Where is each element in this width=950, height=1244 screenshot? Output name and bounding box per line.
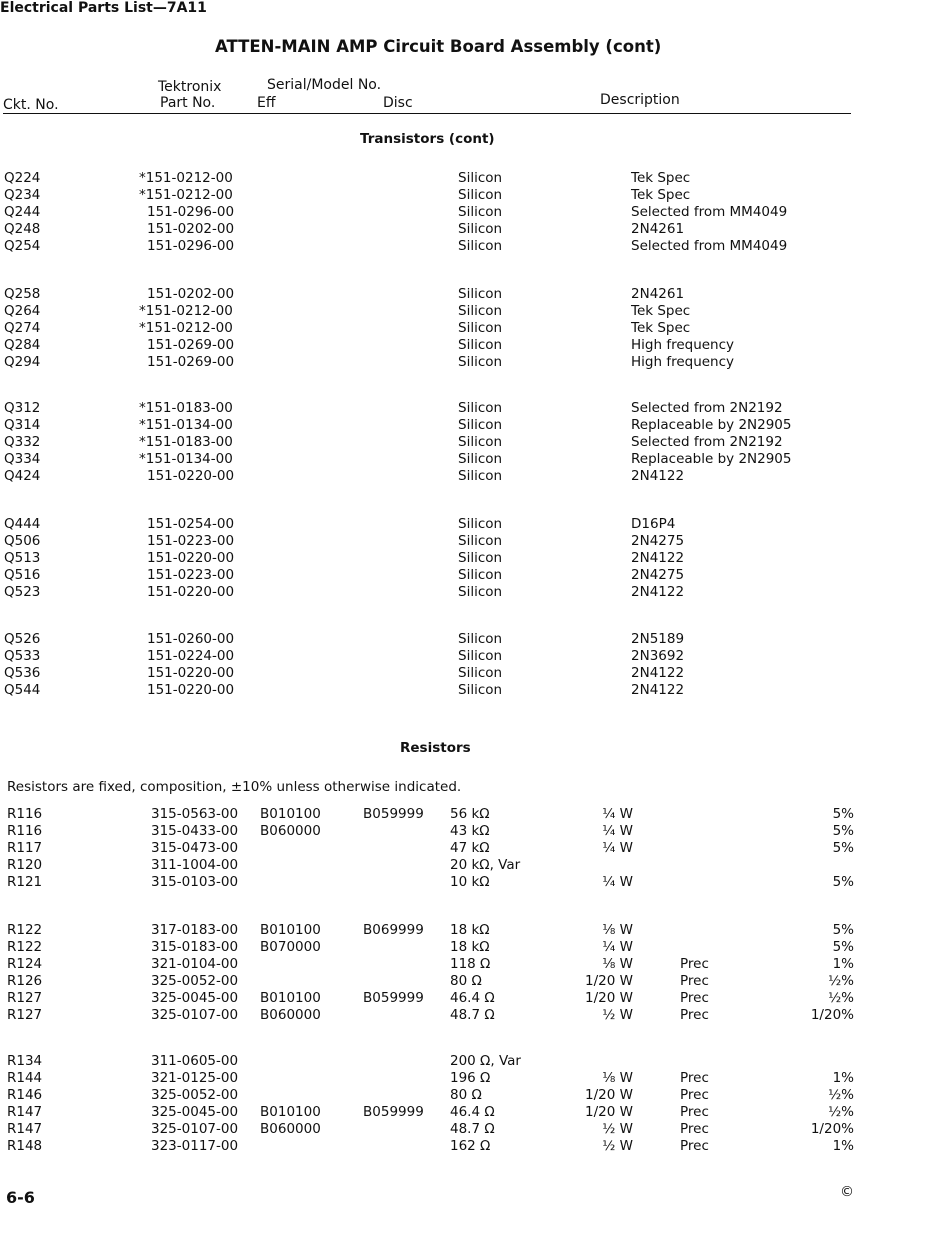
tolerance: 5% [832,806,854,822]
description: High frequency [631,354,735,370]
ckt-no: Q544 [4,682,41,698]
description: Replaceable by 2N2905 [631,417,792,433]
ckt-no: Q314 [4,417,41,433]
resistors-note: Resistors are fixed, composition, ±10% unless otherwise indicated. [7,779,462,795]
power-rating: ¼ W [602,939,633,955]
ckt-no: R127 [7,990,43,1006]
table-row [0,823,950,840]
power-rating: ¼ W [602,823,633,839]
type: Silicon [458,320,503,336]
serial-disc: B059999 [363,990,424,1006]
table-row [0,1070,950,1087]
ckt-no: Q258 [4,286,41,302]
resistance-value: 18 kΩ [450,922,490,938]
part-no: 151-0269-00 [147,354,235,370]
ckt-no: R148 [7,1138,43,1154]
table-row [0,857,950,874]
part-no: 151-0220-00 [147,468,235,484]
ckt-no: Q312 [4,400,41,416]
description: Selected from MM4049 [631,238,788,254]
resistance-value: 46.4 Ω [450,1104,495,1120]
ckt-no: Q513 [4,550,41,566]
running-header: Electrical Parts List—7A11 [0,0,207,16]
part-no: 151-0223-00 [147,533,235,549]
type: Silicon [458,468,503,484]
part-no: 151-0220-00 [147,550,235,566]
header-rule [3,113,851,114]
type: Silicon [458,567,503,583]
ckt-no: Q334 [4,451,41,467]
type: Silicon [458,170,503,186]
part-no: 321-0125-00 [151,1070,239,1086]
part-no: *151-0183-00 [139,434,233,450]
part-no: *151-0212-00 [139,320,233,336]
table-row [0,939,950,956]
section-heading-resistors: Resistors [400,740,471,756]
part-no: 151-0202-00 [147,286,235,302]
table-row [0,631,950,648]
table-row [0,665,950,682]
table-row [0,320,950,337]
table-row [0,648,950,665]
type: Silicon [458,337,503,353]
power-rating: 1/20 W [585,1104,633,1120]
type: Silicon [458,354,503,370]
resistance-value: 10 kΩ [450,874,490,890]
type: Silicon [458,631,503,647]
table-row [0,221,950,238]
tolerance: 1/20% [810,1121,854,1137]
copyright-mark: © [840,1184,854,1200]
ckt-no: Q244 [4,204,41,220]
part-no: 321-0104-00 [151,956,239,972]
part-no: 315-0563-00 [151,806,239,822]
tolerance: ½% [828,973,854,989]
table-row [0,187,950,204]
part-no: *151-0212-00 [139,170,233,186]
description: 2N4275 [631,533,685,549]
resistance-value: 47 kΩ [450,840,490,856]
table-row [0,1104,950,1121]
ckt-no: Q234 [4,187,41,203]
resistance-value: 162 Ω [450,1138,491,1154]
ckt-no: R121 [7,874,43,890]
table-row [0,956,950,973]
power-rating: ½ W [602,1007,633,1023]
description: 2N3692 [631,648,685,664]
resistance-value: 80 Ω [450,1087,482,1103]
ckt-no: R147 [7,1121,43,1137]
ckt-no: R120 [7,857,43,873]
part-no: 325-0045-00 [151,990,239,1006]
part-no: 315-0183-00 [151,939,239,955]
ckt-no: Q533 [4,648,41,664]
ckt-no: Q254 [4,238,41,254]
part-no: 325-0045-00 [151,1104,239,1120]
part-no: 323-0117-00 [151,1138,239,1154]
resistance-value: 20 kΩ, Var [450,857,521,873]
description: 2N4122 [631,682,685,698]
power-rating: ⅛ W [602,922,633,938]
serial-eff: B010100 [260,806,321,822]
description: Selected from 2N2192 [631,400,783,416]
resistance-value: 18 kΩ [450,939,490,955]
part-no: 315-0473-00 [151,840,239,856]
ckt-no: Q294 [4,354,41,370]
serial-eff: B010100 [260,922,321,938]
tolerance: 5% [832,840,854,856]
part-no: 151-0224-00 [147,648,235,664]
table-row [0,434,950,451]
table-row [0,1121,950,1138]
tolerance: 5% [832,874,854,890]
tolerance: 1% [832,1138,854,1154]
col-header-tektronix: Tektronix [158,79,222,95]
ckt-no: Q516 [4,567,41,583]
serial-disc: B059999 [363,806,424,822]
part-no: *151-0183-00 [139,400,233,416]
table-row [0,682,950,699]
type: Silicon [458,584,503,600]
type: Silicon [458,533,503,549]
table-row [0,516,950,533]
part-no: 151-0296-00 [147,204,235,220]
type: Silicon [458,451,503,467]
page-number: 6-6 [6,1188,35,1207]
part-no: 315-0103-00 [151,874,239,890]
ckt-no: Q523 [4,584,41,600]
precision-flag: Prec [680,990,709,1006]
type: Silicon [458,204,503,220]
part-no: 325-0052-00 [151,973,239,989]
part-no: 311-1004-00 [151,857,239,873]
table-row [0,451,950,468]
col-header-ckt-no: Ckt. No. [3,97,59,113]
page-title: ATTEN-MAIN AMP Circuit Board Assembly (cont) [215,37,662,56]
table-row [0,990,950,1007]
part-no: 151-0220-00 [147,682,235,698]
col-header-part-no: Part No. [160,95,216,111]
description: Tek Spec [631,320,691,336]
power-rating: ⅛ W [602,956,633,972]
description: 2N4122 [631,550,685,566]
type: Silicon [458,187,503,203]
ckt-no: R124 [7,956,43,972]
type: Silicon [458,417,503,433]
part-no: 151-0223-00 [147,567,235,583]
ckt-no: Q274 [4,320,41,336]
part-no: 325-0107-00 [151,1007,239,1023]
ckt-no: Q526 [4,631,41,647]
precision-flag: Prec [680,1138,709,1154]
description: Replaceable by 2N2905 [631,451,792,467]
tolerance: ½% [828,1104,854,1120]
part-no: 151-0296-00 [147,238,235,254]
description: Tek Spec [631,303,691,319]
table-row [0,1007,950,1024]
power-rating: ½ W [602,1121,633,1137]
tolerance: 5% [832,939,854,955]
table-row [0,337,950,354]
type: Silicon [458,682,503,698]
part-no: *151-0134-00 [139,417,233,433]
table-row [0,806,950,823]
description: Selected from 2N2192 [631,434,783,450]
precision-flag: Prec [680,1087,709,1103]
ckt-no: Q536 [4,665,41,681]
ckt-no: R146 [7,1087,43,1103]
power-rating: 1/20 W [585,990,633,1006]
ckt-no: Q332 [4,434,41,450]
part-no: 151-0269-00 [147,337,235,353]
power-rating: 1/20 W [585,973,633,989]
table-row [0,840,950,857]
precision-flag: Prec [680,956,709,972]
description: Selected from MM4049 [631,204,788,220]
table-row [0,567,950,584]
power-rating: ¼ W [602,874,633,890]
part-no: 151-0220-00 [147,665,235,681]
ckt-no: R122 [7,922,43,938]
part-no: 151-0254-00 [147,516,235,532]
table-row [0,973,950,990]
ckt-no: R134 [7,1053,43,1069]
description: 2N4275 [631,567,685,583]
type: Silicon [458,665,503,681]
table-row [0,417,950,434]
table-row [0,204,950,221]
power-rating: ¼ W [602,806,633,822]
serial-eff: B060000 [260,823,321,839]
resistance-value: 80 Ω [450,973,482,989]
part-no: *151-0134-00 [139,451,233,467]
tolerance: 1/20% [810,1007,854,1023]
description: 2N4261 [631,221,685,237]
tolerance: 1% [832,1070,854,1086]
part-no: *151-0212-00 [139,303,233,319]
type: Silicon [458,400,503,416]
tolerance: ½% [828,1087,854,1103]
type: Silicon [458,648,503,664]
description: 2N4261 [631,286,685,302]
col-header-description: Description [600,92,680,108]
ckt-no: R116 [7,823,43,839]
part-no: 325-0107-00 [151,1121,239,1137]
precision-flag: Prec [680,1007,709,1023]
resistance-value: 43 kΩ [450,823,490,839]
serial-eff: B010100 [260,990,321,1006]
table-row [0,354,950,371]
ckt-no: Q284 [4,337,41,353]
table-row [0,1138,950,1155]
section-heading-transistors: Transistors (cont) [360,131,495,147]
ckt-no: R144 [7,1070,43,1086]
table-row [0,303,950,320]
part-no: 311-0605-00 [151,1053,239,1069]
precision-flag: Prec [680,1104,709,1120]
tolerance: 5% [832,823,854,839]
description: 2N4122 [631,468,685,484]
resistance-value: 56 kΩ [450,806,490,822]
description: Tek Spec [631,187,691,203]
type: Silicon [458,221,503,237]
table-row [0,874,950,891]
table-row [0,468,950,485]
ckt-no: Q264 [4,303,41,319]
description: 2N4122 [631,665,685,681]
serial-eff: B010100 [260,1104,321,1120]
precision-flag: Prec [680,973,709,989]
serial-eff: B060000 [260,1121,321,1137]
power-rating: ¼ W [602,840,633,856]
resistance-value: 46.4 Ω [450,990,495,1006]
table-row [0,400,950,417]
resistance-value: 200 Ω, Var [450,1053,521,1069]
part-no: 325-0052-00 [151,1087,239,1103]
table-row [0,533,950,550]
ckt-no: Q444 [4,516,41,532]
ckt-no: R126 [7,973,43,989]
description: D16P4 [631,516,676,532]
description: High frequency [631,337,735,353]
serial-disc: B059999 [363,1104,424,1120]
resistance-value: 48.7 Ω [450,1007,495,1023]
ckt-no: R147 [7,1104,43,1120]
description: 2N4122 [631,584,685,600]
tolerance: 1% [832,956,854,972]
tolerance: 5% [832,922,854,938]
resistance-value: 118 Ω [450,956,491,972]
table-row [0,238,950,255]
part-no: 315-0433-00 [151,823,239,839]
serial-disc: B069999 [363,922,424,938]
precision-flag: Prec [680,1121,709,1137]
table-row [0,286,950,303]
type: Silicon [458,303,503,319]
type: Silicon [458,550,503,566]
table-row [0,922,950,939]
resistance-value: 196 Ω [450,1070,491,1086]
description: Tek Spec [631,170,691,186]
serial-eff: B070000 [260,939,321,955]
ckt-no: Q224 [4,170,41,186]
type: Silicon [458,286,503,302]
part-no: *151-0212-00 [139,187,233,203]
type: Silicon [458,238,503,254]
ckt-no: Q424 [4,468,41,484]
power-rating: ½ W [602,1138,633,1154]
part-no: 151-0220-00 [147,584,235,600]
table-row [0,550,950,567]
col-header-disc: Disc [383,95,413,111]
col-header-eff: Eff [257,95,276,111]
description: 2N5189 [631,631,685,647]
part-no: 317-0183-00 [151,922,239,938]
table-row [0,584,950,601]
ckt-no: R116 [7,806,43,822]
serial-eff: B060000 [260,1007,321,1023]
part-no: 151-0202-00 [147,221,235,237]
type: Silicon [458,516,503,532]
ckt-no: R127 [7,1007,43,1023]
col-header-serial-model: Serial/Model No. [267,77,382,93]
tolerance: ½% [828,990,854,1006]
power-rating: ⅛ W [602,1070,633,1086]
ckt-no: R117 [7,840,43,856]
precision-flag: Prec [680,1070,709,1086]
ckt-no: R122 [7,939,43,955]
resistance-value: 48.7 Ω [450,1121,495,1137]
table-row [0,1053,950,1070]
table-row [0,170,950,187]
type: Silicon [458,434,503,450]
power-rating: 1/20 W [585,1087,633,1103]
part-no: 151-0260-00 [147,631,235,647]
ckt-no: Q506 [4,533,41,549]
table-row [0,1087,950,1104]
ckt-no: Q248 [4,221,41,237]
